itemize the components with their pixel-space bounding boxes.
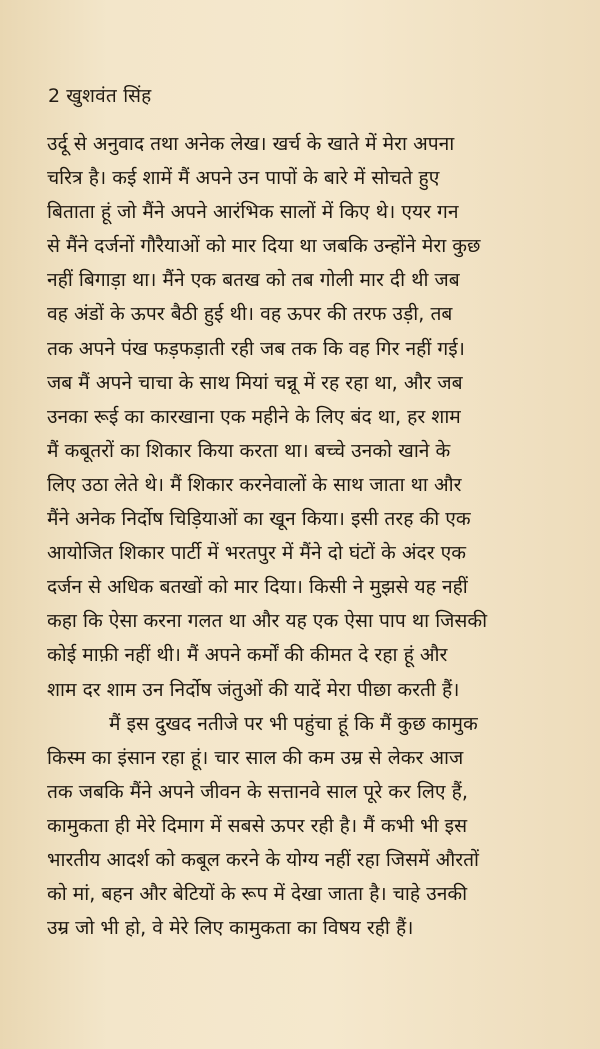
text-line: चरित्र है। कई शामें मैं अपने उन पापों के बारे में सोचते हुए bbox=[47, 166, 440, 190]
text-line: भारतीय आदर्श को कबूल करने के योग्य नहीं रहा जिसमें औरतों bbox=[47, 847, 480, 871]
text-line: दर्जन से अधिक बतखों को मार दिया। किसी ने मुझसे यह नहीं bbox=[47, 575, 468, 599]
page-number: 2 bbox=[48, 85, 61, 107]
text-line: आयोजित शिकार पार्टी में भरतपुर में मैंने दो घंटों के अंदर एक bbox=[47, 541, 467, 565]
text-line: को मां, बहन और बेटियों के रूप में देखा जाता है। चाहे उनकी bbox=[47, 882, 468, 906]
text-line: वह अंडों के ऊपर बैठी हुई थी। वह ऊपर की तरफ उड़ी, तब bbox=[47, 302, 453, 326]
text-line: कहा कि ऐसा करना गलत था और यह एक ऐसा पाप था जिसकी bbox=[47, 609, 488, 633]
text-line: मैंने अनेक निर्दोष चिड़ियाओं का खून किया। इसी तरह की एक bbox=[47, 507, 471, 531]
text-line: उनका रूई का कारखाना एक महीने के लिए बंद था, हर शाम bbox=[47, 404, 461, 428]
text-line: नहीं बिगाड़ा था। मैंने एक बतख को तब गोली मार दी थी जब bbox=[47, 268, 460, 292]
text-line: से मैंने दर्जनों गौरैयाओं को मार दिया था जबकि उन्होंने मेरा कुछ bbox=[47, 234, 481, 258]
text-line: उर्दू से अनुवाद तथा अनेक लेख। खर्च के खाते में मेरा अपना bbox=[47, 132, 455, 155]
text-line: मैं कबूतरों का शिकार किया करता था। बच्चे उनको खाने के bbox=[47, 438, 451, 462]
page-header bbox=[48, 82, 151, 108]
text-line: कोई माफ़ी नहीं थी। मैं अपने कर्मों की कीमत दे रहा हूं और bbox=[47, 643, 448, 667]
text-line: किस्म का इंसान रहा हूं। चार साल की कम उम्र से लेकर आज bbox=[47, 745, 464, 769]
text-line: उम्र जो भी हो, वे मेरे लिए कामुकता का विषय रही हैं। bbox=[47, 916, 414, 940]
text-line: जब मैं अपने चाचा के साथ मियां चन्नू में रह रहा था, और जब bbox=[47, 370, 463, 394]
text-line: कामुकता ही मेरे दिमाग में सबसे ऊपर रही है। मैं कभी भी इस bbox=[47, 813, 468, 837]
body-text bbox=[47, 127, 595, 945]
text-line-paragraph-start: मैं इस दुखद नतीजे पर भी पहुंचा हूं कि मैं कुछ कामुक bbox=[109, 711, 478, 735]
running-title: खुशवंत सिंह bbox=[66, 85, 152, 107]
text-line: शाम दर शाम उन निर्दोष जंतुओं की यादें मेरा पीछा करती हैं। bbox=[47, 677, 460, 701]
text-line: तक जबकि मैंने अपने जीवन के सत्तानवे साल पूरे कर लिए हैं, bbox=[47, 779, 468, 803]
text-line: लिए उठा लेते थे। मैं शिकार करनेवालों के साथ जाता था और bbox=[47, 472, 462, 496]
text-line: तक अपने पंख फड़फड़ाती रही जब तक कि वह गिर नहीं गई। bbox=[47, 336, 465, 360]
text-line: बिताता हूं जो मैंने अपने आरंभिक सालों में किए थे। एयर गन bbox=[47, 200, 459, 224]
